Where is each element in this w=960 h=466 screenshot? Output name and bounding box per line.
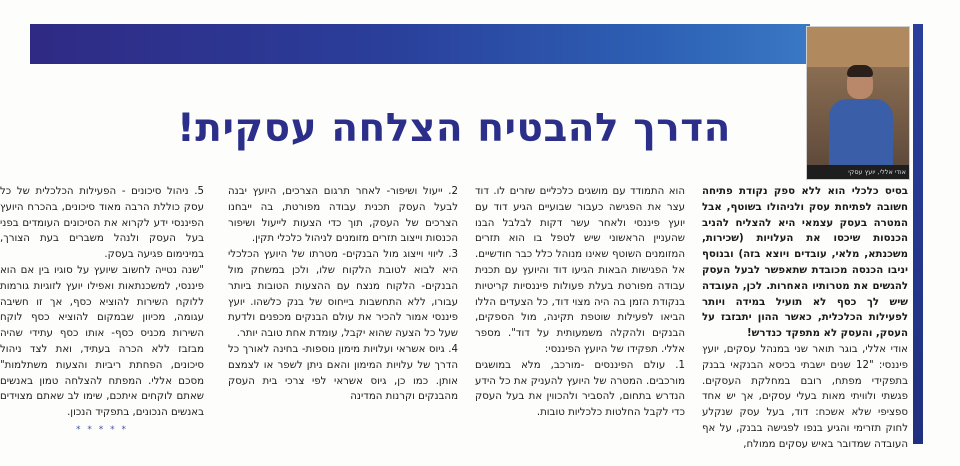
column-4 — [0, 184, 204, 460]
list-item-5: 5. ניהול סיכונים - הפעילות הכלכלית של כל עסק כוללת הרבה מאוד סיכונים, בהכרח היועץ הפיננסי ידע לקרוא את הסיכונים העומדים בפני בעל העסק ולנהל משברים בעת הצורך, במינימום פגיעה בעסק. — [0, 186, 204, 261]
lead-paragraph: בסיס כלכלי הוא ללא ספק נקודת פתיחה חשובה לפתיחת עסק ולניהולו בשוטף, אבל המטרה בעסק עצמאי היא להצליח להניב הכנסות שיכסו את העלויות (שכירות, משכנתא, מלאי, עובדים ויוצא בזה) ובנוסף יניבו הכנסה מכובדת שתאפשר לבעל העסק להגשים את מטרותיו האחרות. לכן, העובדה שיש לך כסף לא תועיל במידה ויותר לפעילות הכלכלית, כאשר ההון יתבזבז על העסק, והעסק לא מתפקד כנדרש! — [702, 186, 908, 340]
body-paragraph: אודי אללי, בוגר תואר שני במנהל עסקים, יועץ פיננסי: "12 שנים ישבתי בכיסא הבנקאי בבנק בתפקידי מפתח, רובם במחלקת העסקים. פגשתי ולוויתי מאות בעלי עסקים, אך יש אחד ספציפי שלא אשכח: דוד, בעל עסק שנקלע לחוק תזרימי והגיע בנפו לפגישה בבנק, על אף העובדה שמדובר באיש עסקים ממולח, — [702, 343, 908, 450]
list-item-4: 4. גיוס אשראי ועלויות מימון נוספות- בחינה לאורך כל הדרך של עלויות המימון והאם ניתן לשפר או לצמצם אותן. כמו כן, גיוס אשראי לפי צרכי בית העסק מהבנקים וקרנות המדינה — [228, 343, 458, 403]
list-item-1: 1. עולם הפיננסים -מורכב, מלא במושגים מורכבים. המטרה של היועץ להעניק את כל הידע הנדרש בתחום, להסביר ולהכווין את בעל העסק כדי לקבל החלטות כלכליות טובות. — [475, 359, 685, 419]
column-3 — [228, 184, 458, 460]
article-headline: הדרך להבטיח הצלחה עסקית! — [177, 106, 731, 151]
end-stars: * * * * * — [76, 424, 128, 435]
body-paragraph: הוא התמודד עם מושגים כלכליים שזרים לו. דוד עצר את הפגישה כעבור שבועיים הגיע דוד עם יועץ פיננסי ולאחר עשר דקות לבלבל הבנו שהעניין הראשוני שיש לטפל בו הוא תזרים המזומנים השוטף שאינו מנוהל כלל כבר חודשיים. אל הפגישות הבאות הגיעו דוד והיועץ עם תכנית עבודה מפורטת בעלת פעולות פיננסיות קריטיות בנקודת הזמן בה היה מצוי דוד, כל הצעדים הללו הביאו לפעילות שוטפת תקינה, מול הספקים, הבנקים ולהקלה משמעותית על דוד". מספר אללי. תפקידו של היועץ הפיננסי: — [475, 186, 685, 355]
header-banner — [30, 24, 810, 64]
photo-person-hair — [847, 65, 873, 77]
photo-caption: אודי אללי, יועץ עסקי — [807, 165, 909, 179]
photo-background — [807, 27, 909, 67]
column-1 — [702, 184, 908, 460]
side-accent-bar — [913, 24, 923, 444]
closing-paragraph: "שנה נטייה לחשוב שיועץ על סוגיו בין אם הוא פיננסי, למשכנתאות ואפילו יועץ לזוגיות גורמות ללוקח השירות להוציא כסף, אך זו חשיבה עגומה, מכיוון שבמקום להוציא כסף לוקח השירות מכניס כסף- אותו כסף עתידי שהיה מבזבז ללא הכרה בעתיד, ואת לצד ניהול סיכונים, הפחתת ריביות והצעות משתלמות" מסכם אללי. המפתח להצלחה טמון באנשים שאתם לוקחים איתכם, שימו לב שאתם מצוידים באנשים הנכונים, בתפקיד הנכון. — [0, 264, 204, 419]
column-2 — [475, 184, 685, 460]
list-item-3: 3. ליווי וייצוג מול הבנקים- מטרתו של היועץ הכלכלי היא לבוא לטובת הלקוח שלו, ולכן במשחק מול הבנקים- הלקוח מנצח עם ההצעות הטובות ביותר עבורו, ללא התחשבות בייחוס של בנק כלשהו. יועץ פיננסי אמור להכיר את עולם הבנקים מכפנים ולדעת שעל כל הצעה שהוא יקבל, עומדת אחת טובה יותר. — [228, 249, 458, 340]
author-photo — [806, 26, 910, 180]
list-item-2: 2. ייעול ושיפור- לאחר תרגום הצרכים, היועץ יבנה לבעל העסק תכנית עבודה מפורטת, בה ייבחנו הצרכים של העסק, תוך כדי הצעות לייעול ושיפור הכנסות וייצוב תזרים מזומנים לניהול כלכלי תקין. — [228, 186, 458, 245]
